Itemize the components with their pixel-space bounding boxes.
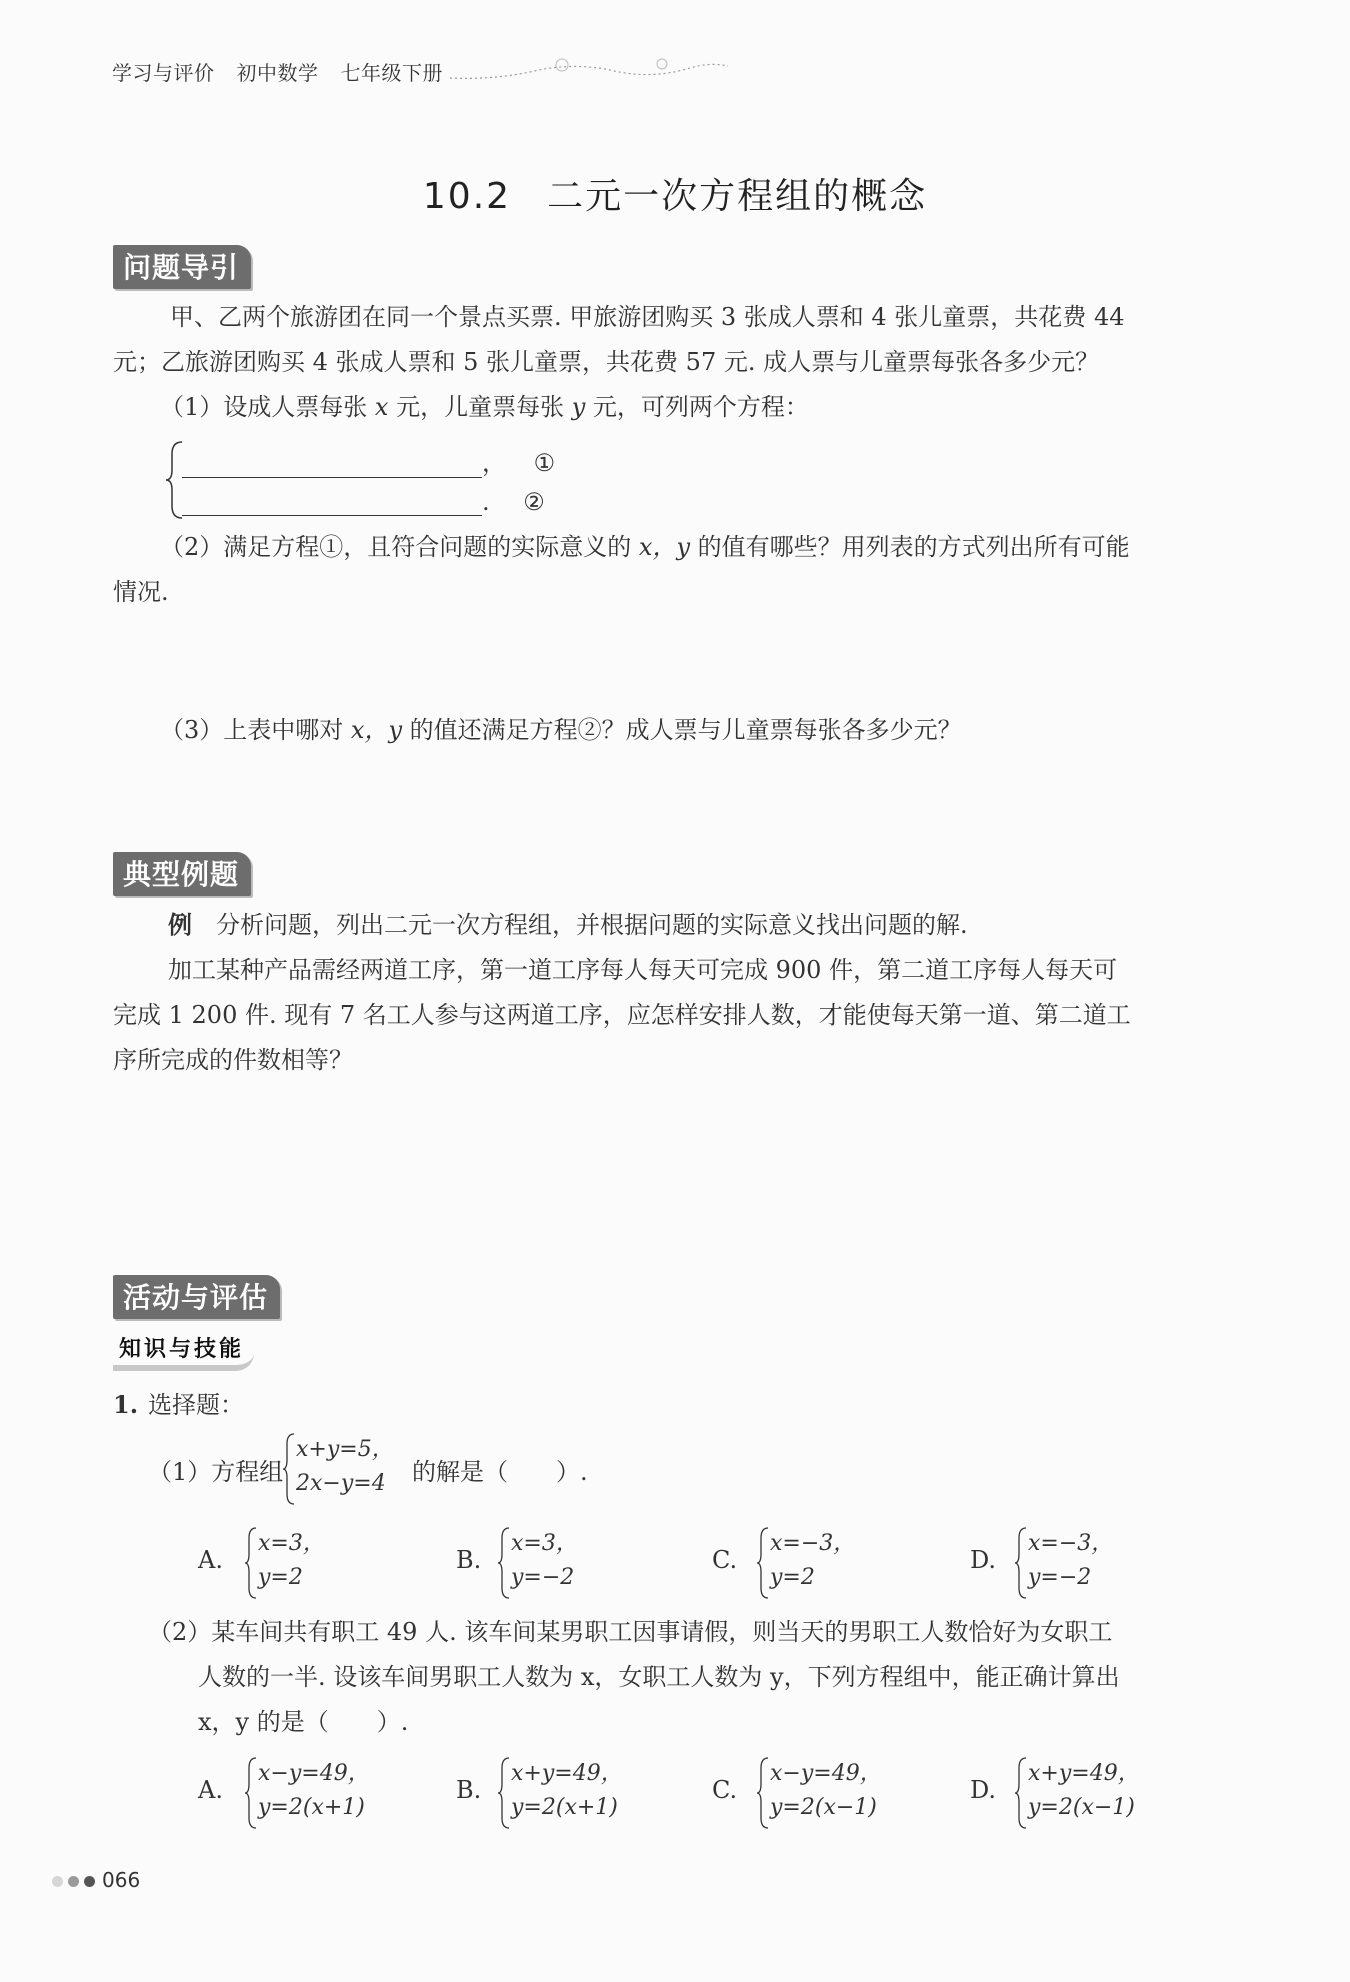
section-label-examples: 典型例题 bbox=[113, 852, 251, 896]
sub2-option-c-eq2: y=2(x−1) bbox=[770, 1795, 877, 1820]
s1-q1-var-x: x bbox=[374, 393, 389, 421]
s1-q3 bbox=[160, 708, 962, 753]
sub2-option-c[interactable] bbox=[770, 1757, 882, 1825]
sub1-post: 的解是（ ）. bbox=[412, 1458, 588, 1486]
footer-dot-light bbox=[52, 1876, 63, 1887]
sub2-option-d[interactable] bbox=[1028, 1757, 1140, 1825]
example-tag: 例 bbox=[168, 911, 192, 939]
sub1-system bbox=[296, 1433, 394, 1501]
sub2-option-b-brace bbox=[497, 1756, 511, 1830]
s1-q1-pre: （1）设成人票每张 bbox=[160, 393, 375, 421]
s2-para-line2: 完成 1 200 件. 现有 7 名工人参与这两道工序，应怎样安排人数，才能使每天第一道、第二道工 bbox=[113, 1001, 1131, 1029]
sub1-option-b[interactable] bbox=[511, 1527, 578, 1595]
sub1-option-a[interactable] bbox=[258, 1527, 325, 1595]
blank1-end: ， bbox=[482, 449, 506, 477]
sub2-option-c-letter[interactable]: C. bbox=[712, 1776, 738, 1804]
sub-label-knowledge: 知识与技能 bbox=[113, 1330, 254, 1371]
s2-example bbox=[168, 903, 968, 948]
sub2-option-b[interactable] bbox=[511, 1757, 623, 1825]
sub1-option-b-eq2: y=−2 bbox=[511, 1565, 575, 1590]
sub2-option-b-eq1: x+y=49， bbox=[511, 1761, 623, 1786]
circle-one-mark: ① bbox=[533, 449, 556, 477]
sub1-option-d-eq1: x=−3， bbox=[1028, 1531, 1114, 1556]
sub2-line1: （2）某车间共有职工 49 人. 该车间某男职工因事请假，则当天的男职工人数恰好为女职工 bbox=[148, 1618, 1113, 1646]
s2-para-line1: 加工某种产品需经两道工序，第一道工序每人每天可完成 900 件，第二道工序每人每天可 bbox=[168, 956, 1118, 984]
circle-two-mark: ② bbox=[523, 488, 545, 516]
section-label-activities: 活动与评估 bbox=[113, 1275, 280, 1319]
sub1-option-a-letter[interactable]: A. bbox=[198, 1546, 223, 1574]
title-number: 10.2 bbox=[422, 176, 512, 217]
sub1-option-c-letter[interactable]: C. bbox=[712, 1546, 738, 1574]
sub1-option-d-eq2: y=−2 bbox=[1028, 1565, 1092, 1590]
sub1-option-d-letter[interactable]: D. bbox=[970, 1546, 997, 1574]
sub2-option-d-letter[interactable]: D. bbox=[970, 1776, 997, 1804]
s1-q1-var-y: y bbox=[571, 393, 586, 421]
example-text: 分析问题，列出二元一次方程组，并根据问题的实际意义找出问题的解. bbox=[216, 911, 968, 939]
s1-q1 bbox=[160, 385, 809, 430]
section-label-guide: 问题导引 bbox=[113, 245, 251, 289]
sub1-eq2: 2x−y=4 bbox=[296, 1471, 386, 1496]
sub2-option-a-eq2: y=2(x+1) bbox=[258, 1795, 365, 1820]
blank-line-1 bbox=[182, 443, 555, 478]
q1-text: 选择题： bbox=[148, 1391, 245, 1419]
sub1-option-a-eq2: y=2 bbox=[258, 1565, 303, 1590]
sub2-option-a-brace bbox=[244, 1756, 258, 1830]
q1-number: 1. bbox=[113, 1390, 139, 1419]
s1-q2-line2: 情况. bbox=[113, 578, 169, 606]
header-grade: 七年级下册 bbox=[340, 61, 443, 85]
s1-q2-vars: x，y bbox=[638, 533, 690, 561]
sub1-option-c-brace bbox=[756, 1526, 770, 1600]
sub2-line3: x，y 的是（ ）. bbox=[198, 1708, 409, 1736]
blank2-end: . bbox=[482, 488, 490, 516]
title-text: 二元一次方程组的概念 bbox=[547, 176, 928, 217]
s1-q3-post: 的值还满足方程②？成人票与儿童票每张各多少元？ bbox=[402, 716, 962, 744]
running-header bbox=[112, 57, 465, 86]
sub1-option-d[interactable] bbox=[1028, 1527, 1113, 1595]
s2-para-line3: 序所完成的件数相等？ bbox=[113, 1046, 353, 1074]
sub1-option-b-brace bbox=[497, 1526, 511, 1600]
sub1-option-d-brace bbox=[1014, 1526, 1028, 1600]
s1-q1-mid: 元，儿童票每张 bbox=[388, 393, 572, 421]
sub2-option-d-eq1: x+y=49， bbox=[1028, 1761, 1140, 1786]
page-number: 066 bbox=[102, 1868, 141, 1892]
sub2-line2: 人数的一半. 设该车间男职工人数为 x，女职工人数为 y，下列方程组中，能正确计算出 bbox=[198, 1663, 1120, 1691]
sub2-option-d-eq2: y=2(x−1) bbox=[1028, 1795, 1135, 1820]
sub1-option-c-eq2: y=2 bbox=[770, 1565, 815, 1590]
sub1-option-c[interactable] bbox=[770, 1527, 855, 1595]
page-title bbox=[0, 168, 1350, 219]
sub2-option-a-eq1: x−y=49， bbox=[258, 1761, 370, 1786]
header-level: 初中数学 bbox=[236, 61, 319, 85]
answer-blank-1[interactable] bbox=[182, 451, 482, 478]
s1-q2 bbox=[160, 525, 1130, 570]
s1-q2-post: 的值有哪些？用列表的方式列出所有可能 bbox=[690, 533, 1130, 561]
q1-heading bbox=[113, 1382, 244, 1428]
sub1-option-a-brace bbox=[244, 1526, 258, 1600]
sub2-option-b-letter[interactable]: B. bbox=[456, 1776, 482, 1804]
s1-para-line1: 甲、乙两个旅游团在同一个景点买票. 甲旅游团购买 3 张成人票和 4 张儿童票，共花费 44 bbox=[170, 303, 1125, 331]
sub1-option-b-letter[interactable]: B. bbox=[456, 1546, 482, 1574]
sub1-brace bbox=[282, 1432, 296, 1506]
s1-q3-vars: x，y bbox=[350, 716, 402, 744]
sub2-option-c-brace bbox=[756, 1756, 770, 1830]
sub1-pre: （1）方程组 bbox=[148, 1458, 284, 1486]
footer-dot-dark bbox=[84, 1876, 95, 1887]
sub2-option-b-eq2: y=2(x+1) bbox=[511, 1795, 618, 1820]
sub1-option-b-eq1: x=3， bbox=[511, 1531, 578, 1556]
header-book: 学习与评价 bbox=[112, 61, 215, 85]
s1-para-line2: 元；乙旅游团购买 4 张成人票和 5 张儿童票，共花费 57 元. 成人票与儿童票每张各多少元？ bbox=[113, 348, 1100, 376]
blank-line-2 bbox=[182, 488, 545, 516]
sub1-option-c-eq1: x=−3， bbox=[770, 1531, 856, 1556]
sub2-option-a[interactable] bbox=[258, 1757, 370, 1825]
footer-dot-mid bbox=[68, 1876, 79, 1887]
s1-q2-pre: （2）满足方程①，且符合问题的实际意义的 bbox=[160, 533, 639, 561]
sub2-option-a-letter[interactable]: A. bbox=[198, 1776, 223, 1804]
sub1-option-a-eq1: x=3， bbox=[258, 1531, 325, 1556]
s1-q3-pre: （3）上表中哪对 bbox=[160, 716, 351, 744]
answer-blank-2[interactable] bbox=[182, 489, 482, 516]
s1-q1-post: 元，可列两个方程： bbox=[585, 393, 809, 421]
sub1-eq1: x+y=5， bbox=[296, 1437, 394, 1462]
header-decoration bbox=[450, 58, 730, 88]
sub2-option-d-brace bbox=[1014, 1756, 1028, 1830]
sub2-option-c-eq1: x−y=49， bbox=[770, 1761, 882, 1786]
